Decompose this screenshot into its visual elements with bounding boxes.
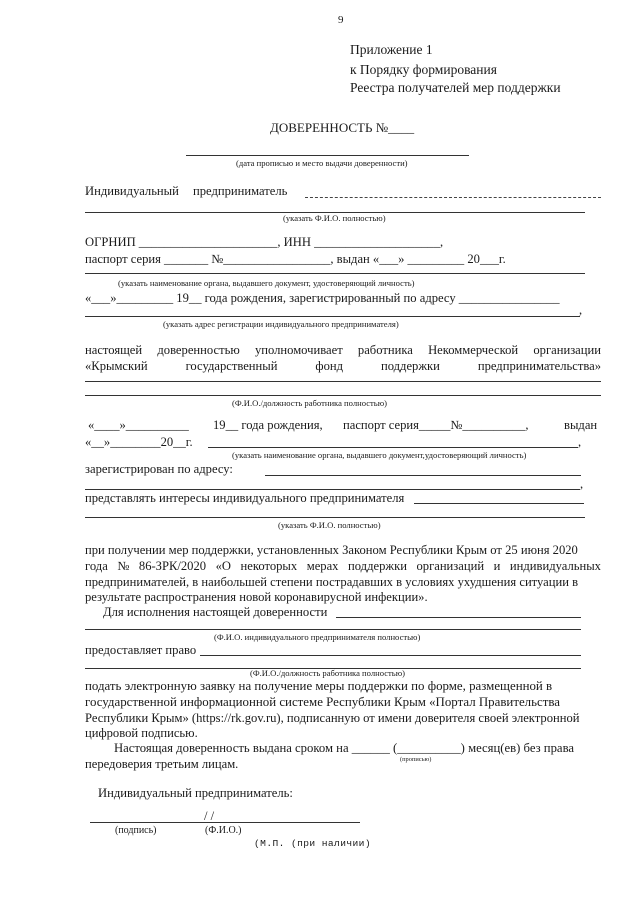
ip-label-word-1: Индивидуальный — [85, 184, 179, 198]
validity-line-1[interactable]: Настоящая доверенность выдана сроком на ______ (__________) месяц(ев) без права — [114, 741, 575, 755]
caption-issuing-org-2: (указать наименование органа, выдавшего документ,удостоверяющий личность) — [232, 450, 527, 460]
submit-line-4: цифровой подписью. — [85, 726, 198, 740]
address-field[interactable] — [85, 316, 580, 317]
registered-label: зарегистрирован по адресу: — [85, 462, 233, 476]
signature-field[interactable] — [90, 822, 360, 823]
authorizes-line-1 — [85, 343, 601, 358]
caption-fio-full-2: (указать Ф.И.О. полностью) — [278, 520, 381, 530]
worker-passport[interactable]: паспорт серия_____№__________, — [343, 418, 529, 432]
caption-sign: (подпись) — [115, 825, 157, 836]
authorizes-word: государственный — [185, 359, 278, 373]
law-line-3: предпринимателей, в наибольшей степени пострадавших в условиях ухудшения ситуации в — [85, 575, 579, 589]
law-word: некоторых — [240, 559, 298, 573]
birth-address-line[interactable]: «___»_________ 19__ года рождения, зарегистрированный по адресу ________________ — [85, 291, 560, 305]
authorizes-line-2 — [85, 359, 601, 374]
submit-line-2: государственной информационной системе Республики Крым «Портал Правительства — [85, 695, 560, 709]
appendix-line-1: Приложение 1 — [350, 42, 433, 57]
law-line-1: при получении мер поддержки, установленных Законом Республики Крым от 25 июня 2020 — [85, 543, 578, 557]
validity-line-2: передоверия третьим лицам. — [85, 757, 239, 771]
date-place-line[interactable] — [186, 155, 469, 156]
caption-worker-fio: (Ф.И.О./должность работника полностью) — [232, 398, 388, 408]
caption-issuing-org: (указать наименование органа, выдавшего документ, удостоверяющий личность) — [118, 278, 415, 288]
submit-line-3: Республики Крым» (https://rk.gov.ru), подписанную от имени доверителя своей электронной — [85, 711, 580, 725]
law-word: индивидуальных — [509, 559, 601, 573]
signature-label: Индивидуальный предприниматель: — [98, 786, 293, 800]
caption-fio: (Ф.И.О.) — [205, 825, 242, 836]
worker-issuing-org-field[interactable] — [208, 447, 578, 448]
page-number: 9 — [338, 14, 344, 26]
law-word: и — [493, 559, 501, 573]
worker-birth-year[interactable]: 19__ года рождения, — [213, 418, 323, 432]
registered-field-1[interactable] — [265, 475, 581, 476]
registered-comma: , — [580, 477, 584, 491]
ogrnip-inn-line[interactable]: ОГРНИП ______________________, ИНН ____________________, — [85, 235, 444, 249]
worker-issued-date[interactable]: «__»________20__г. — [85, 435, 193, 449]
submit-line-1: подать электронную заявку на получение меры поддержки по форме, размещенной в — [85, 679, 553, 693]
law-line-4: результате распространения новой коронавирусной инфекции». — [85, 590, 428, 604]
worker-field-1[interactable] — [85, 381, 601, 382]
signature-slashes: / / — [204, 809, 215, 823]
represent-label: представлять интересы индивидуального предпринимателя — [85, 491, 405, 505]
document-title: ДОВЕРЕННОСТЬ №____ — [270, 120, 415, 135]
caption-worker-fio-2: (Ф.И.О./должность работника полностью) — [250, 668, 406, 678]
appendix-line-2: к Порядку формирования — [350, 62, 497, 77]
grants-field-1[interactable] — [200, 655, 581, 656]
execution-label: Для исполнения настоящей доверенности — [103, 605, 328, 619]
law-word: «О — [215, 559, 232, 573]
registered-field-2[interactable] — [85, 489, 580, 490]
ip-label-word-2: предприниматель — [193, 184, 288, 198]
address-comma: , — [579, 303, 583, 317]
law-line-2 — [85, 559, 601, 574]
law-word: мерах — [306, 559, 339, 573]
worker-issued-comma: , — [578, 435, 582, 449]
authorizes-word: организации — [533, 343, 601, 357]
law-word: 86-ЗРК/2020 — [138, 559, 207, 573]
law-word: № — [117, 559, 130, 573]
grants-label: предоставляет право — [85, 643, 197, 657]
authorizes-word: Некоммерческой — [428, 343, 519, 357]
stamp-caption: (М.П. (при наличии) — [254, 838, 371, 849]
law-word: года — [85, 559, 108, 573]
caption-entrepreneur-fio: (Ф.И.О. индивидуального предпринимателя полностью) — [214, 632, 421, 642]
authorizes-word: «Крымский — [85, 359, 148, 373]
execution-field-1[interactable] — [336, 617, 581, 618]
authorizes-word: уполномочивает — [254, 343, 343, 357]
ip-name-field[interactable] — [305, 197, 601, 198]
worker-birth-day[interactable]: «____»__________ — [88, 418, 189, 432]
authorizes-word: настоящей — [85, 343, 143, 357]
authorizes-word: поддержки — [380, 359, 440, 373]
caption-address: (указать адрес регистрации индивидуального предпринимателя) — [163, 319, 399, 329]
represent-field-2[interactable] — [85, 517, 585, 518]
authorizes-word: доверенностью — [157, 343, 240, 357]
issuing-org-field[interactable] — [85, 273, 585, 274]
law-word: поддержки — [348, 559, 407, 573]
authorizes-word: работника — [357, 343, 413, 357]
worker-field-2[interactable] — [85, 395, 601, 396]
authorizes-word: предпринимательства» — [477, 359, 601, 373]
execution-field-2[interactable] — [85, 629, 581, 630]
passport-line[interactable]: паспорт серия _______ №_________________, выдан «___» _________ 20___г. — [85, 252, 506, 266]
authorizes-word: фонд — [315, 359, 344, 373]
law-word: организаций — [416, 559, 485, 573]
caption-date-place: (дата прописью и место выдачи доверенности) — [236, 158, 408, 168]
caption-in-words: (прописью) — [400, 756, 432, 763]
appendix-line-3: Реестра получателей мер поддержки — [350, 80, 561, 95]
represent-field-1[interactable] — [414, 503, 584, 504]
worker-issued-label: выдан — [564, 418, 598, 432]
caption-fio-full: (указать Ф.И.О. полностью) — [283, 213, 386, 223]
